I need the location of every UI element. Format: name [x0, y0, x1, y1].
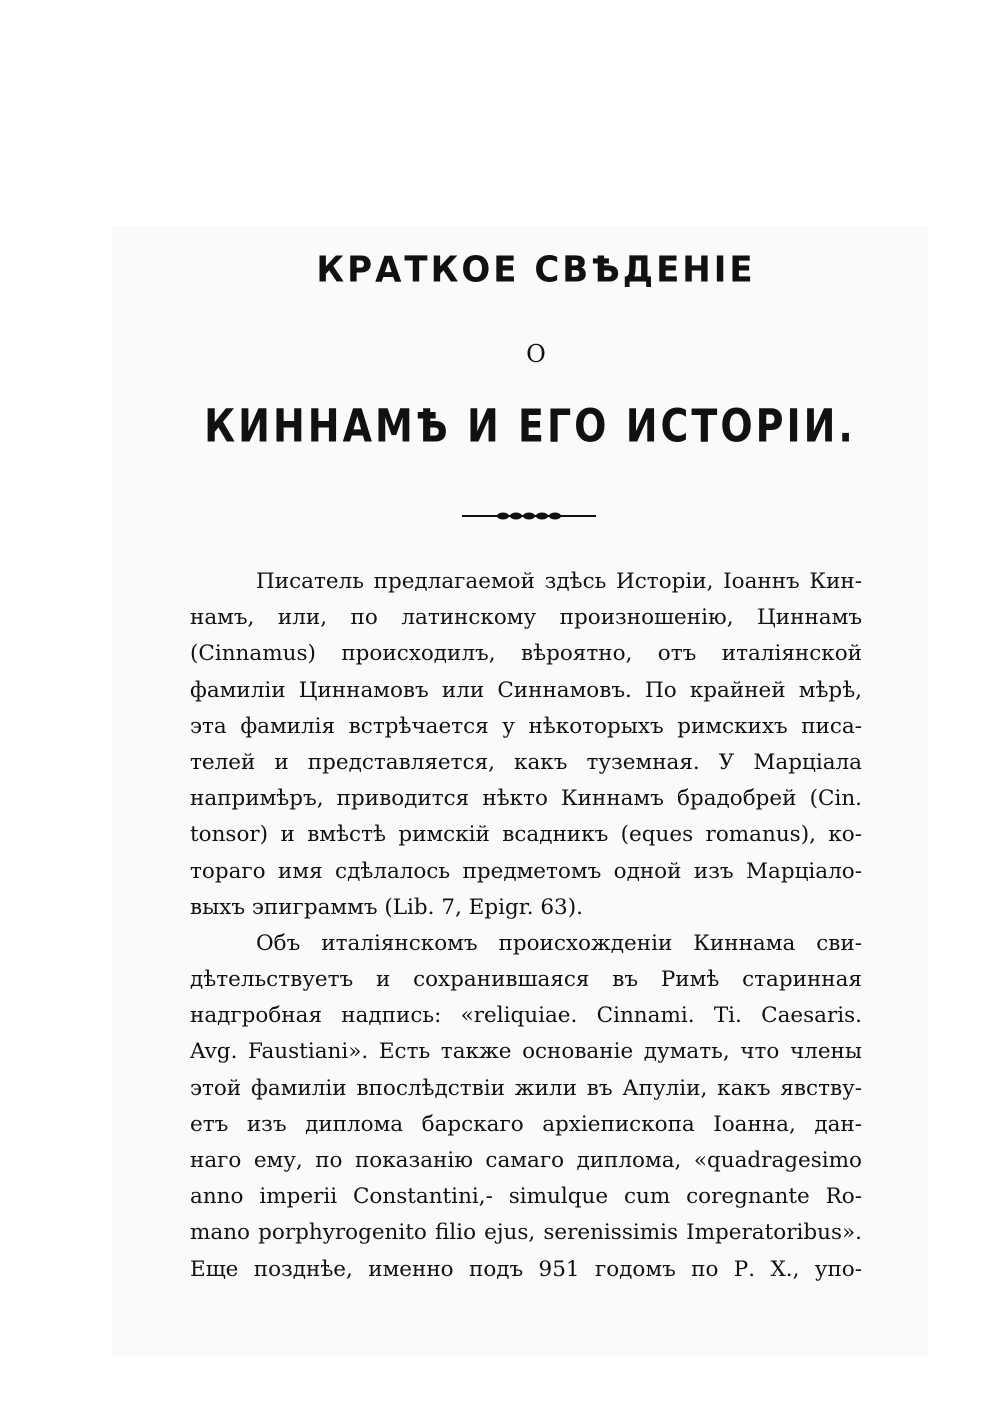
text-line: телей и представляется, какъ туземная. У Марціала: [190, 749, 862, 775]
text-line: (Cinnamus) происходилъ, вѣроятно, отъ италіянской: [190, 641, 862, 667]
paragraph: [190, 926, 862, 1288]
text-line: anno imperii Constantini,- simulque cum coregnante Ro-: [190, 1184, 862, 1210]
text-line: намъ, или, по латинскому произношенію, Циннамъ: [190, 605, 862, 631]
page-title: КРАТКОЕ СВѢДЕНІЕ: [316, 249, 756, 291]
text-line: mano porphyrogenito filio ejus, serenissimis Imperatoribus».: [190, 1220, 862, 1246]
text-line: Еще позднѣе, именно подъ 951 годомъ по Р. Х., упо-: [190, 1256, 862, 1282]
ornament-divider: [462, 508, 596, 524]
text-line: надгробная надпись: «reliquiae. Cinnami. Ti. Caesaris.: [190, 1003, 862, 1029]
text-line: Avg. Faustiani». Есть также основаніе думать, что члены: [190, 1039, 862, 1065]
paragraph: [190, 564, 862, 926]
body-text: [190, 564, 862, 1288]
text-line: выхъ эпиграммъ (Lib. 7, Epigr. 63).: [190, 894, 583, 920]
text-line: етъ изъ диплома барскаго архіепископа Іоанна, дан-: [190, 1111, 862, 1137]
text-line: Объ италіянскомъ происхожденіи Киннама сви-: [256, 930, 862, 956]
text-line: эта фамилія встрѣчается у нѣкоторыхъ римскихъ писа-: [190, 713, 862, 739]
text-line: фамиліи Циннамовъ или Синнамовъ. По крайней мѣрѣ,: [190, 677, 862, 703]
text-line: tonsor) и вмѣстѣ римскій всадникъ (eques romanus), ко-: [190, 822, 862, 848]
text-line: напримѣръ, приводится нѣкто Киннамъ брадобрей (Cin.: [190, 786, 862, 812]
text-line: дѣтельствуетъ и сохранившаяся въ Римѣ старинная: [190, 967, 862, 993]
text-line: наго ему, по показанію самаго диплома, «quadragesimo: [190, 1148, 862, 1173]
page-subtitle: КИННАМѢ И ЕГО ИСТОРІИ.: [204, 399, 856, 453]
text-line: этой фамиліи впослѣдствіи жили въ Апуліи, какъ явству-: [190, 1075, 862, 1101]
text-line: Писатель предлагаемой здѣсь Исторіи, Іоаннъ Кин-: [256, 569, 862, 594]
text-line: тораго имя сдѣлалось предметомъ одной изъ Марціало-: [190, 858, 862, 884]
title-conjunction: О: [526, 340, 546, 368]
